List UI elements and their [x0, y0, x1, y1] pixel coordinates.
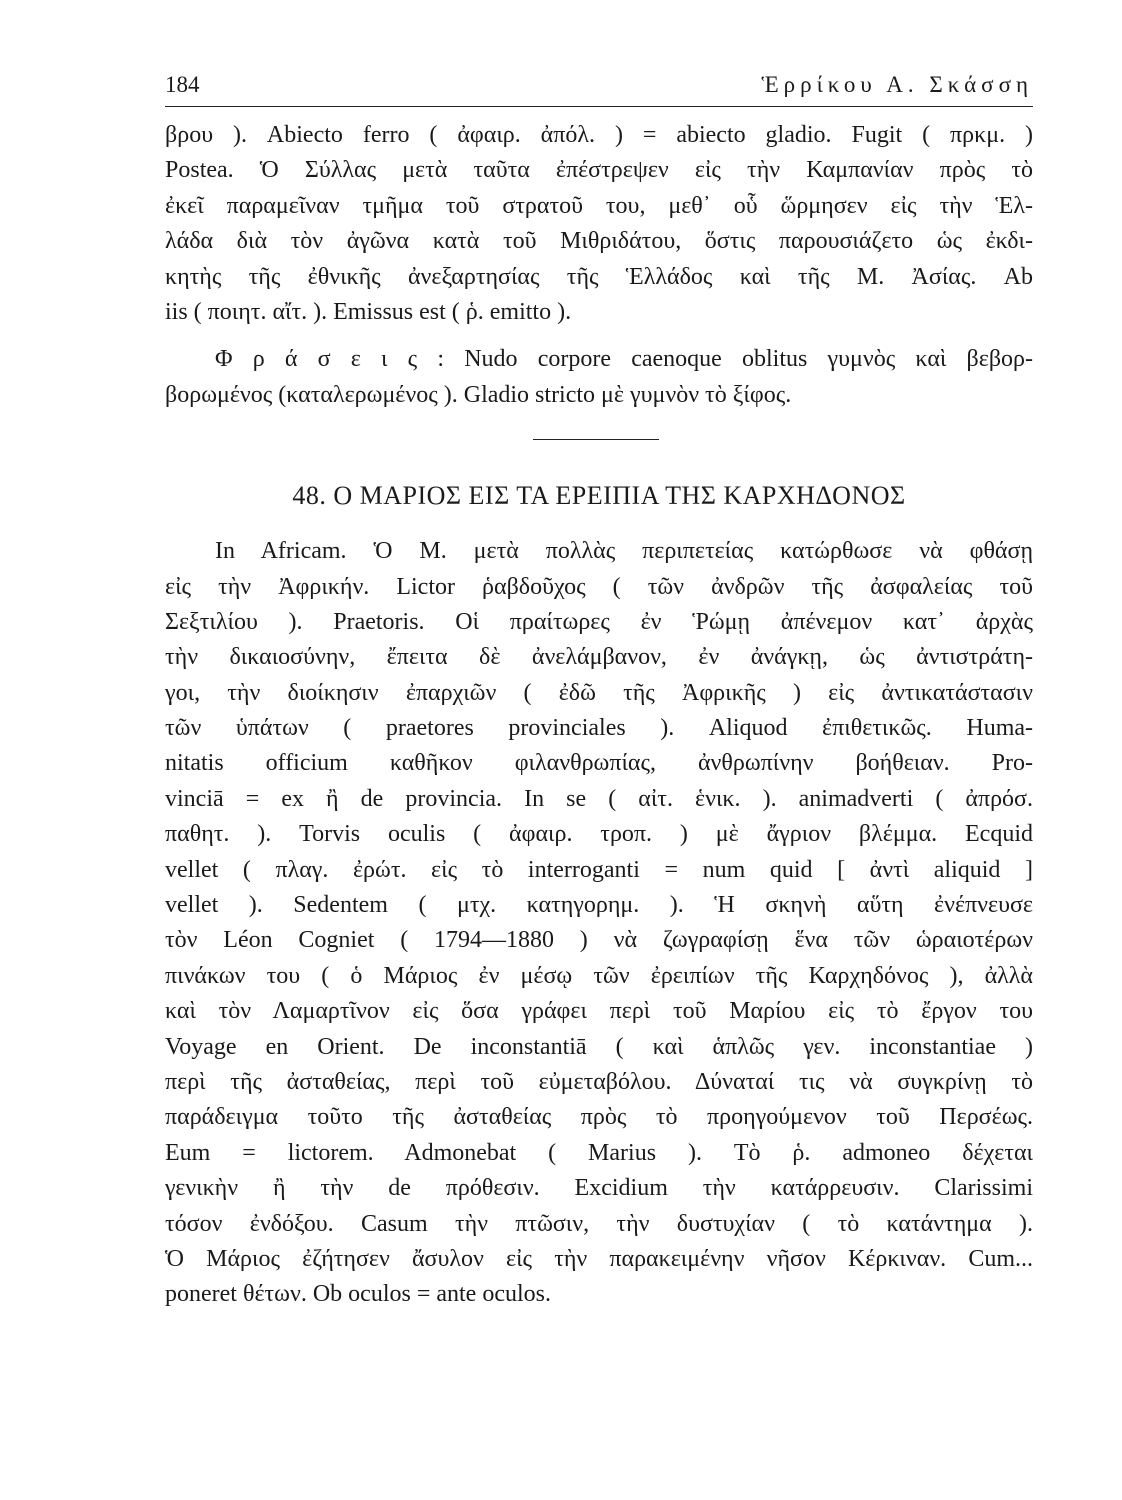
text-line: βρου ). Abiecto ferro ( ἀφαιρ. ἀπόλ. ) = abiecto gladio. Fugit ( πρκμ. ) — [165, 122, 1033, 148]
text-line: παθητ. ). Torvis oculis ( ἀφαιρ. τροπ. ) μὲ ἄγριον βλέμμα. Ecquid — [165, 821, 1033, 848]
page-number: 184 — [165, 72, 200, 97]
text-line: εἰς τὴν Ἀφρικήν. Lictor ῥαβδοῦχος ( τῶν ἀνδρῶν τῆς ἀσφαλείας τοῦ — [165, 573, 1033, 600]
text-line: βορωμένος (καταλερωμένος ). Gladio stricto μὲ γυμνὸν τὸ ξίφος. — [165, 381, 792, 408]
text-line: καὶ τὸν Λαμαρτῖνον εἰς ὅσα γράφει περὶ τοῦ Μαρίου εἰς τὸ ἔργον του — [165, 998, 1033, 1025]
running-head: Ἑρρίκου Α. Σκάσση — [761, 72, 1033, 97]
text-line: τὴν δικαιοσύνην, ἔπειτα δὲ ἀνελάμβανον, ἐν ἀνάγκῃ, ὡς ἀντιστράτη- — [165, 644, 1033, 671]
page-header — [165, 72, 1033, 107]
text-line: κητὴς τῆς ἐθνικῆς ἀνεξαρτησίας τῆς Ἑλλάδος καὶ τῆς Μ. Ἀσίας. Ab — [165, 263, 1033, 290]
text-line: γοι, τὴν διοίκησιν ἐπαρχιῶν ( ἐδῶ τῆς Ἀφρικῆς ) εἰς ἀντικατάστασιν — [165, 679, 1033, 706]
section-title: 48. Ο ΜΑΡΙΟΣ ΕΙΣ ΤΑ ΕΡΕΙΠΙΑ ΤΗΣ ΚΑΡΧΗΔΟΝΟΣ — [292, 481, 906, 511]
paragraph-3 — [165, 534, 1033, 1313]
text-line: Eum = lictorem. Admonebat ( Marius ). Τὸ ῥ. admoneo δέχεται — [165, 1139, 1033, 1166]
text-line: Φ ρ ά σ ε ι ς : Nudo corpore caenoque oblitus γυμνὸς καὶ βεβορ- — [215, 346, 1033, 373]
text-line: λάδα διὰ τὸν ἀγῶνα κατὰ τοῦ Μιθριδάτου, ὅστις παρουσιάζετο ὡς ἐκδι- — [165, 228, 1033, 255]
text-line: poneret θέτων. Ob oculos = ante oculos. — [165, 1281, 551, 1308]
text-line: ἐκεῖ παραμεῖναν τμῆμα τοῦ στρατοῦ του, μεθ᾽ οὗ ὥρμησεν εἰς τὴν Ἑλ- — [165, 192, 1033, 219]
text-line: Ὁ Μάριος ἐζήτησεν ἄσυλον εἰς τὴν παρακειμένην νῆσον Κέρκιναν. Cum... — [165, 1245, 1033, 1272]
text-line: Voyage en Orient. De inconstantiā ( καὶ ἁπλῶς γεν. inconstantiae ) — [165, 1033, 1033, 1060]
text-line: vellet ). Sedentem ( μτχ. κατηγορημ. ). Ἡ σκηνὴ αὕτη ἐνέπνευσε — [165, 892, 1033, 919]
text-line: τόσον ἐνδόξου. Casum τὴν πτῶσιν, τὴν δυστυχίαν ( τὸ κατάντημα ). — [165, 1210, 1033, 1237]
text-line: περὶ τῆς ἀσταθείας, περὶ τοῦ εὐμεταβόλου. Δύναταί τις νὰ συγκρίνῃ τὸ — [165, 1068, 1033, 1095]
text-line: τῶν ὑπάτων ( praetores provinciales ). Aliquod ἐπιθετικῶς. Huma- — [165, 715, 1033, 742]
text-line: vellet ( πλαγ. ἐρώτ. εἰς τὸ interroganti = num quid [ ἀντὶ aliquid ] — [165, 856, 1033, 883]
text-line: Σεξτιλίου ). Praetoris. Οἱ πραίτωρες ἐν Ῥώμῃ ἀπένεμον κατ᾽ ἀρχὰς — [165, 608, 1033, 635]
text-line: iis ( ποιητ. αἴτ. ). Emissus est ( ῥ. emitto ). — [165, 298, 572, 325]
text-line: τὸν Léon Cogniet ( 1794—1880 ) νὰ ζωγραφίσῃ ἕνα τῶν ὡραιοτέρων — [165, 927, 1033, 954]
section-separator — [533, 439, 659, 440]
text-line: πινάκων του ( ὁ Μάριος ἐν μέσῳ τῶν ἐρειπίων τῆς Καρχηδόνος ), ἀλλὰ — [165, 962, 1033, 989]
text-line: Postea. Ὁ Σύλλας μετὰ ταῦτα ἐπέστρεψεν εἰς τὴν Καμπανίαν πρὸς τὸ — [165, 157, 1033, 184]
page-body — [165, 118, 1033, 1313]
phrases-paragraph — [165, 342, 1033, 413]
text-line: γενικὴν ἢ τὴν de πρόθεσιν. Excidium τὴν κατάρρευσιν. Clarissimi — [165, 1175, 1033, 1202]
text-line: vinciā = ex ἢ de provincia. In se ( αἰτ. ἑνικ. ). animadverti ( ἀπρόσ. — [165, 785, 1033, 812]
paragraph-1 — [165, 118, 1033, 330]
text-line: In Africam. Ὁ Μ. μετὰ πολλὰς περιπετείας κατώρθωσε νὰ φθάσῃ — [215, 538, 1033, 565]
text-line: nitatis officium καθῆκον φιλανθρωπίας, ἀνθρωπίνην βοήθειαν. Pro- — [165, 750, 1033, 777]
text-line: παράδειγμα τοῦτο τῆς ἀσταθείας πρὸς τὸ προηγούμενον τοῦ Περσέως. — [165, 1104, 1033, 1131]
